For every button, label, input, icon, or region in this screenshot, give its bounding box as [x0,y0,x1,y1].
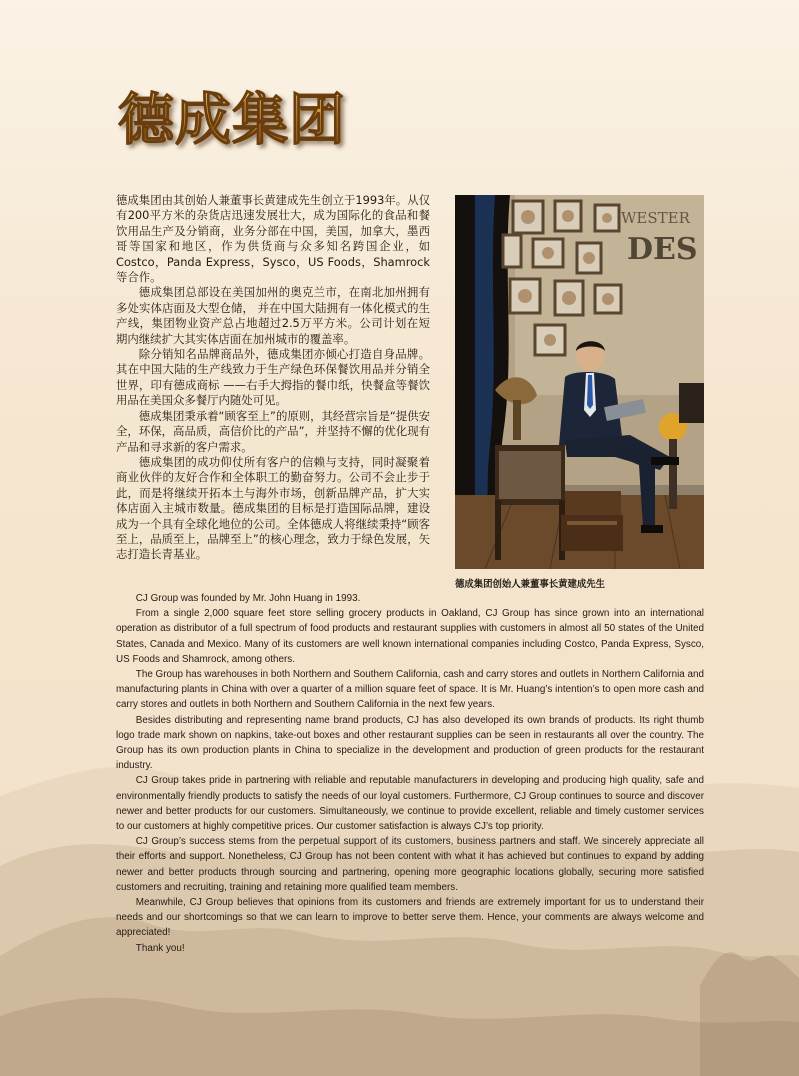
cn-paragraph: 德成集团的成功仰仗所有客户的信赖与支持，同时凝聚着商业伙伴的友好合作和全体职工的勤奋努力。公司不会止步于此，而是将继续开拓本土与海外市场，创新品牌产品，扩大实体店面入主城市数量。德成集团的目标是打造国际品牌，建设成为一个具有全球化地位的公司。全体德成人将继续秉持“顾客至上，品质至上，品牌至上”的核心理念，致力于绿色发展，矢志打造长青基业。 [116,454,430,562]
en-paragraph: Meanwhile, CJ Group believes that opinions from its customers and friends are extremely important for us to understand their needs and our shortcomings so that we can learn to improve to better serve them. Hence, your comments are always welcome and appreciated! [116,897,704,939]
page-title: 德成集团 [118,88,346,153]
wall-sign-line1: WESTER [621,209,690,227]
chairman-photo-illustration [455,195,704,569]
cn-paragraph: 德成集团总部设在美国加州的奥克兰市，在南北加州拥有多处实体店面及大型仓储， 并在中国大陆拥有一体化模式的生产线，集团物业资产总占地超过2.5万平方米。公司计划在短期内继续扩大其实体店面在加州城市的覆盖率。 [116,285,430,346]
chinese-intro-text [116,193,430,563]
en-paragraph: Besides distributing and representing name brand products, CJ has also developed its own brands of products. Its right thumb logo trade mark shown on napkins, take-out boxes and other restaurant supplies can be seen in restaurants all over the country. The Group has its own production plants in China to specialize in the development and production of green products for the restaurant industry. [116,714,704,772]
en-paragraph: Thank you! [135,942,185,954]
en-paragraph: CJ Group takes pride in partnering with reliable and reputable manufacturers in developing and producing high quality, safe and environmentally friendly products to satisfy the needs of our loyal customers. Furthermore, CJ Group continues to source and discover newer and better products for our customers. Simultaneously, we continue to provide excellent, reliable and timely customer services to our customers at highly competitive prices. Our customer satisfaction is always CJ’s top priority. [116,775,704,833]
wall-sign-line2: DES [627,232,698,267]
photo-caption: 德成集团创始人兼董事长黄建成先生 [455,579,606,590]
en-paragraph: The Group has warehouses in both Northern and Southern California, cash and carry stores and outlets in Northern California and manufacturing plants in China with over a quarter of a million square feet of space. It is Mr. Huang’s intention’s to open more cash and carry stores and outlets in both Northern and Southern California in the next few years. [116,669,704,711]
cn-paragraph: 德成集团由其创始人兼董事长黄建成先生创立于1993年。从仅有200平方米的杂货店迅速发展壮大，成为国际化的食品和餐饮用品生产及分销商，业务分部在中国，美国，加拿大，墨西哥等国家和地区，作为供货商与众多知名跨国企业，如Costco，Panda Express，Sysco，US Foods，Shamrock等合作。 [116,193,430,285]
chairman-photo [455,195,704,569]
en-paragraph: From a single 2,000 square feet store selling grocery products in Oakland, CJ Group has since grown into an international operation as distributor of a full spectrum of food products and restaurant supplies with customers in almost all 50 states of the United States, Canada and Mexico. Many of its customers are well known international companies including Costco, Panda Express, Sysco, US Foods and Shamrock, among others. [116,608,704,665]
english-intro-text [116,591,704,956]
cn-paragraph: 德成集团秉承着“顾客至上”的原则，其经营宗旨是“提供安全，环保，高品质，高信价比的产品”，并坚持不懈的优化现有产品和寻求新的客户需求。 [116,408,430,454]
en-paragraph: CJ Group was founded by Mr. John Huang in 1993. [135,593,361,604]
en-paragraph: CJ Group’s success stems from the perpetual support of its customers, business partners and staff. We sincerely appreciate all their efforts and support. Nonetheless, CJ Group has not been content with what it has achieved but continues to expand by adding newer and better products through sourcing and partnering, opening more geographic locations globally, securing more satisfied customers and recruiting, training and retaining more qualified team members. [116,836,704,893]
cn-paragraph: 除分销知名品牌商品外，德成集团亦倾心打造自身品牌。其在中国大陆的生产线致力于生产绿色环保餐饮用品并分销全世界，印有德成商标 ——右手大拇指的餐巾纸，快餐盒等餐饮用品在美国众多餐厅内随处可见。 [116,347,430,408]
